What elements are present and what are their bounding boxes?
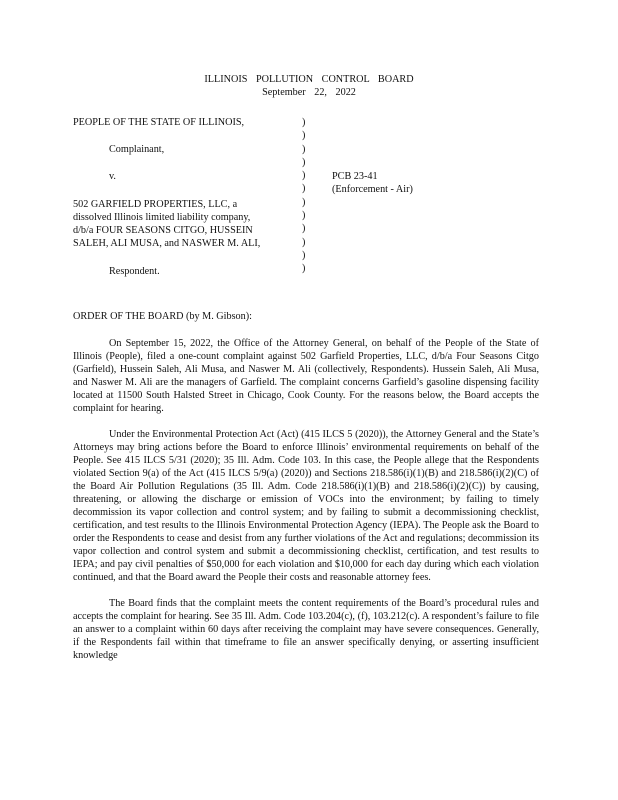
paragraph: Under the Environmental Protection Act (Act) (415 ILCS 5 (2020)), the Attorney General and the State’s Attorneys may bring actions before the Board to enforce Illinois’ environmental requirements on behalf of the People. See 415 ILCS 5/31 (2020); 35 Ill. Adm. Code 103. In this case, the People allege that the Respondents violated Section 9(a) of the Act (415 ILCS 5/9(a) (2020)) and Sections 218.586(i)(1)(B) and 218.586(i)(2)(C) of the Board Air Pollution Regulations (35 Ill. Adm. Code 218.586(i)(1)(B) and 218.586(i)(2)(C)) by causing, threatening, or allowing the discharge or emission of VOCs into the environment; by failing to timely decommission its vapor collection and control system; and by failing to submit a decommissioning checklist, certification, and test results to the Illinois Environmental Protection Agency (IEPA). The People ask the Board to order the Respondents to cease and desist from any further violations of the Act and regulations; decommission its vapor collection and control system and submit a decommissioning checklist, certification, and test results to IEPA; and pay civil penalties of $50,000 for each violation and $10,000 for each day during which each violation continued, and that the Board award the People their costs and reasonable attorney fees. [73, 429, 539, 583]
versus: v. [109, 171, 116, 182]
bracket: ) [302, 223, 306, 235]
defendant-line-1: 502 GARFIELD PROPERTIES, LLC, a [73, 199, 238, 210]
case-number: PCB 23-41 [332, 171, 378, 182]
bracket: ) [302, 249, 306, 261]
case-type: (Enforcement - Air) [332, 184, 413, 195]
bracket: ) [302, 143, 306, 155]
bracket: ) [302, 170, 306, 182]
case-info [332, 170, 413, 196]
bracket: ) [302, 210, 306, 222]
paragraph: The Board finds that the complaint meets the content requirements of the Board’s procedural rules and accepts the complaint for hearing. See 35 Ill. Adm. Code 103.204(c), (f), 103.212(c). A respondent’s failure to file an answer to a complaint within 60 days after receiving the complaint may have severe consequences. Generally, if the Respondents fail within that timeframe to file an answer specifically denying, or asserting insufficient knowledge [73, 598, 539, 661]
bracket: ) [302, 156, 306, 168]
bracket: ) [302, 117, 306, 128]
bracket: ) [302, 183, 306, 195]
document-header [0, 73, 618, 99]
bracket: ) [302, 263, 306, 275]
plaintiff-role: Complainant, [109, 144, 165, 155]
bracket: ) [302, 236, 306, 248]
defendant-line-3: d/b/a FOUR SEASONS CITGO, HUSSEIN [73, 225, 253, 236]
plaintiff-name: PEOPLE OF THE STATE OF ILLINOIS, [73, 117, 245, 128]
order-body [73, 337, 539, 675]
caption-brackets [302, 116, 312, 276]
defendant-role: Respondent. [109, 266, 160, 277]
order-heading: ORDER OF THE BOARD (by M. Gibson): [73, 311, 252, 322]
order-date: September 22, 2022 [262, 87, 356, 98]
case-caption [73, 116, 553, 286]
defendant-line-2: dissolved Illinois limited liability company, [73, 212, 251, 223]
bracket: ) [302, 130, 306, 142]
defendant-line-4: SALEH, ALI MUSA, and NASWER M. ALI, [73, 238, 261, 249]
bracket: ) [302, 196, 306, 208]
agency-name: ILLINOIS POLLUTION CONTROL BOARD [204, 74, 414, 85]
paragraph: On September 15, 2022, the Office of the Attorney General, on behalf of the People of the State of Illinois (People), filed a one-count complaint against 502 Garfield Properties, LLC, d/b/a Four Seasons Citgo (Garfield), Hussein Saleh, Ali Musa, and Naswer M. Ali (collectively, Respondents). Hussein Saleh, Ali Musa, and Naswer M. Ali are the managers of Garfield. The complaint concerns Garfield’s gasoline dispensing facility located at 11500 South Halsted Street in Chicago, Cook County. For the reasons below, the Board accepts the complaint for hearing. [73, 338, 539, 414]
